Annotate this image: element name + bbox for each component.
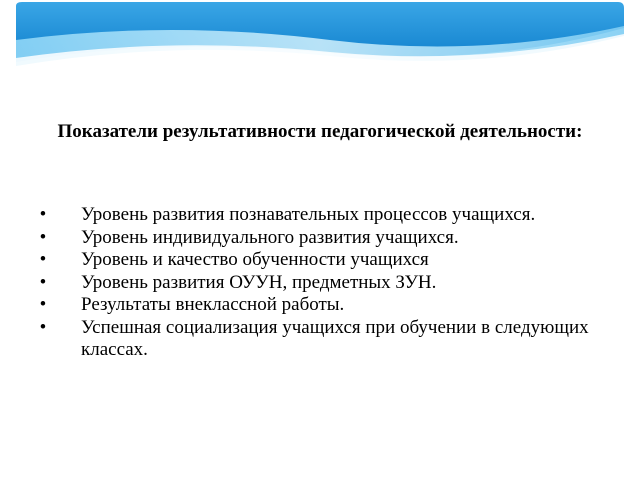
bullet-list: [36, 204, 616, 362]
bullet-text: Успешная социализация учащихся при обучении в следующих классах.: [81, 316, 589, 360]
bullet-text: Уровень индивидуального развития учащихся.: [81, 226, 459, 248]
bullet-dot-icon: •: [39, 204, 47, 225]
bullet-item: [36, 317, 616, 362]
bullet-dot-icon: •: [39, 316, 47, 338]
bullet-dot-icon: •: [39, 226, 47, 248]
bullet-item: [36, 272, 616, 295]
header-wave-decoration: [0, 0, 640, 70]
bullet-text: Уровень и качество обученности учащихся: [81, 249, 429, 270]
bullet-item: [36, 227, 616, 250]
bullet-item: [36, 204, 616, 227]
bullet-dot-icon: •: [39, 271, 47, 293]
bullet-dot-icon: •: [39, 249, 47, 270]
bullet-item: [36, 249, 616, 272]
bullet-text: Результаты внеклассной работы.: [81, 294, 345, 315]
slide-title: Показатели результативности педагогической деятельности:: [57, 121, 583, 142]
bullet-item: [36, 294, 616, 317]
bullet-text: Уровень развития ОУУН, предметных ЗУН.: [81, 271, 437, 293]
bullet-dot-icon: •: [39, 294, 47, 315]
bullet-text: Уровень развития познавательных процессов учащихся.: [81, 204, 536, 225]
